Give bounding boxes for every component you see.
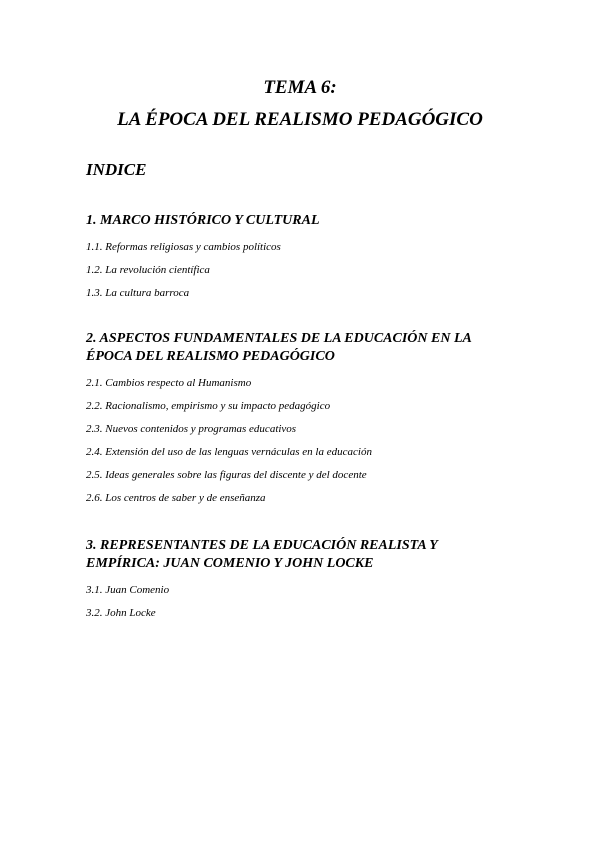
document-title [0, 72, 600, 136]
title-topic-number: TEMA 6: [263, 77, 337, 98]
index-item: 2.3. Nuevos contenidos y programas educativos [86, 423, 297, 435]
section-heading [86, 212, 506, 230]
index-item: 1.1. Reformas religiosas y cambios políticos [86, 241, 281, 253]
index-heading: INDICE [86, 160, 147, 179]
title-topic-name: LA ÉPOCA DEL REALISMO PEDAGÓGICO [117, 109, 483, 130]
index-item: 2.1. Cambios respecto al Humanismo [86, 377, 252, 389]
section-heading-line-2: ÉPOCA DEL REALISMO PEDAGÓGICO [86, 349, 335, 364]
index-item: 2.4. Extensión del uso de las lenguas vernáculas en la educación [86, 446, 372, 458]
section-heading-line-2: EMPÍRICA: JUAN COMENIO Y JOHN LOCKE [86, 556, 374, 571]
section-heading-line: 1. MARCO HISTÓRICO Y CULTURAL [86, 213, 320, 228]
section-heading [86, 537, 506, 573]
section-3 [86, 537, 506, 625]
section-2 [86, 330, 506, 510]
section-1 [86, 212, 506, 305]
index-item: 2.6. Los centros de saber y de enseñanza [86, 492, 266, 504]
section-heading [86, 330, 506, 366]
index-item: 2.5. Ideas generales sobre las figuras del discente y del docente [86, 469, 367, 481]
index-item: 2.2. Racionalismo, empirismo y su impacto pedagógico [86, 400, 331, 412]
index-item: 3.2. John Locke [86, 607, 156, 619]
section-heading-line: 2. ASPECTOS FUNDAMENTALES DE LA EDUCACIÓN EN LA [86, 331, 472, 346]
index-item: 1.2. La revolución científica [86, 264, 210, 276]
index-item: 1.3. La cultura barroca [86, 287, 190, 299]
index-item: 3.1. Juan Comenio [86, 584, 170, 596]
section-heading-line: 3. REPRESENTANTES DE LA EDUCACIÓN REALISTA Y [86, 538, 438, 553]
